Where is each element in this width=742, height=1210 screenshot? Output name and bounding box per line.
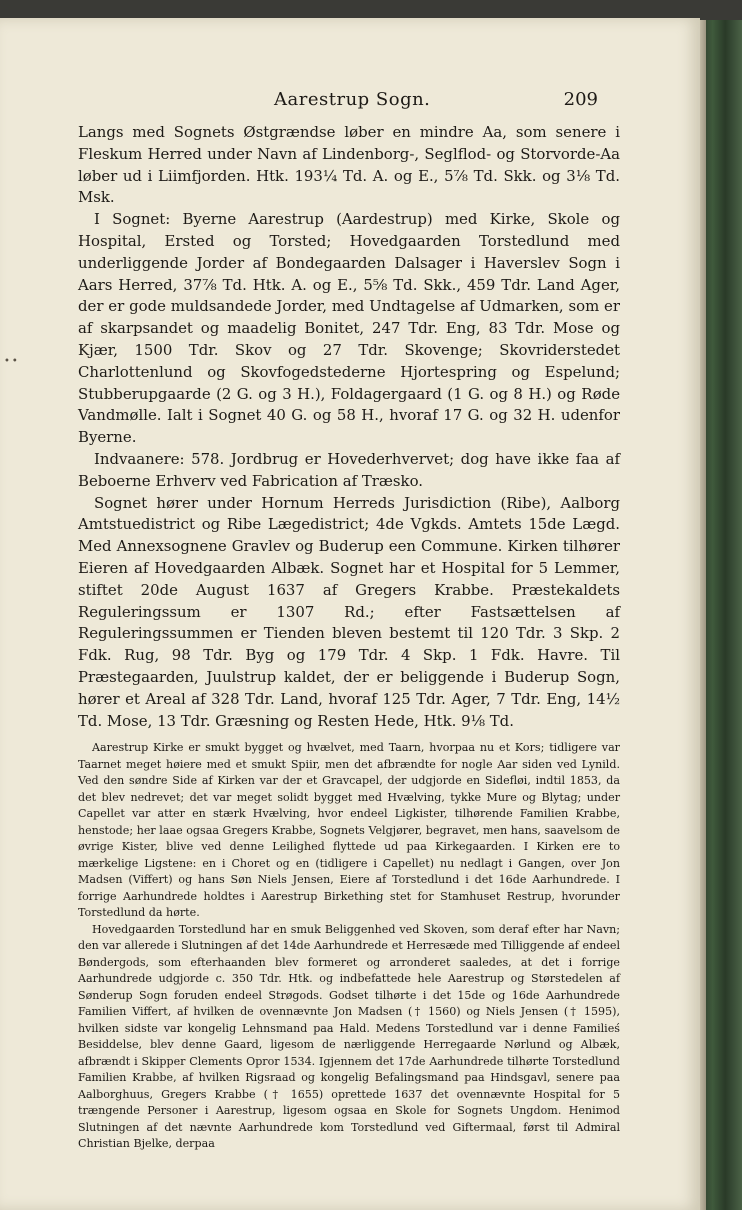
- paragraph-parish-places: I Sognet: Byerne Aarestrup (Aardestrup) med Kirke, Skole og Hospital, Ersted og Torsted; Hovedgaarden Torstedlund med underliggende Jorder af Bondegaarden Dalsager i Haverslev Sogn i Aars Herred, 37⅞ Td. Htk. A. og E., 5⅝ Td. Skk., 459 Tdr. Land Ager, der er gode muldsandede Jorder, med Undtagelse af Udmarken, som er af skarpsandet og maadelig Bonitet, 247 Tdr. Eng, 83 Tdr. Mose og Kjær, 1500 Tdr. Skov og 27 Tdr. Skovenge; Skovriderstedet Charlottenlund og Skovfogedstederne Hjortespring og Espelund; Stubberupgaarde (2 G. og 3 H.), Foldagergaard (1 G. og 8 H.) og Røde Vandmølle. Ialt i Sognet 40 G. og 58 H., hvoraf 17 G. og 32 H. udenfor Byerne.: [78, 210, 620, 447]
- notes-text: [78, 740, 620, 1153]
- note-church: Aarestrup Kirke er smukt bygget og hvælvet, med Taarn, hvorpaa nu et Kors; tidligere var Taarnet meget høiere med et smukt Spiir, men det afbrændte for nogle Aar siden ved Lynild. Ved den søndre Side af Kirken var der et Gravcapel, der udgjorde en Sidefløi, indtil 1853, da det blev nedrevet; det var meget solidt bygget med Hvælving, tykke Mure og Blytag; under Capellet var atter en stærk Hvælving, hvor endeel Ligkister, tilhørende Familien Krabbe, henstode; her laae ogsaa Gregers Krabbe, Sognets Velgjører, begravet, men hans, saavelsom de øvrige Kister, blive ved denne Leilighed flyttede ud paa Kirkegaarden. I Kirken ere to mærkelige Ligstene: en i Choret og en (tidligere i Capellet) nu nedlagt i Gangen, over Jon Madsen (Viffert) og hans Søn Niels Jensen, Eiere af Torstedlund i det 16de Aarhundrede. I forrige Aarhundrede holdtes i Aarestrup Birkething stet for Stamhuset Restrup, hvorunder Torstedlund da hørte.: [78, 741, 620, 920]
- paragraph-jurisdiction: Sognet hører under Hornum Herreds Jurisdiction (Ribe), Aalborg Amtstuedistrict og Ribe Lægedistrict; 4de Vgkds. Amtets 15de Lægd. Med Annexsognene Gravlev og Buderup een Commune. Kirken tilhører Eieren af Hovedgaarden Albæk. Sognet har et Hospital for 5 Lemmer, stiftet 20de August 1637 af Gregers Krabbe. Præstekaldets Reguleringssum er 1307 Rd.; efter Fastsættelsen af Reguleringssummen er Tienden bleven bestemt til 120 Tdr. 3 Skp. 2 Fdk. Rug, 98 Tdr. Byg og 179 Tdr. 4 Skp. 1 Fdk. Havre. Til Præstegaarden, Juulstrup kaldet, der er beliggende i Buderup Sogn, hører et Areal af 328 Tdr. Land, hvoraf 125 Tdr. Ager, 7 Tdr. Eng, 14½ Td. Mose, 13 Tdr. Græsning og Resten Hede, Htk. 9⅛ Td.: [78, 493, 620, 730]
- running-header: [78, 89, 598, 113]
- page-text: [78, 122, 620, 1153]
- book-page: [0, 18, 700, 1210]
- paragraph-inhabitants: Indvaanere: 578. Jordbrug er Hovederhvervet; dog have ikke faa af Beboerne Erhverv ved Fabrication af Træsko.: [78, 449, 620, 490]
- paragraph-course: Langs med Sognets Østgrændse løber en mindre Aa, som senere i Fleskum Herred under Navn af Lindenborg-, Seglflod- og Storvorde-Aa løber ud i Liimfjorden. Htk. 193¼ Td. A. og E., 5⅞ Td. Skk. og 3⅛ Td. Msk.: [78, 123, 620, 207]
- running-title: Aarestrup Sogn.: [274, 89, 431, 110]
- book-spine: [700, 20, 742, 1210]
- main-text: [78, 122, 620, 732]
- note-manor: Hovedgaarden Torstedlund har en smuk Beliggenhed ved Skoven, som deraf efter har Navn; den var allerede i Slutningen af det 14de Aarhundrede et Herresæde med Tilliggende af endeel Bøndergods, som efterhaanden blev formeret og arronderet saaledes, at det i forrige Aarhundrede udgjorde c. 350 Tdr. Htk. og indbefattede hele Aarestrup og Størstedelen af Sønderup Sogn foruden endeel Strøgods. Godset tilhørte i det 15de og 16de Aarhundrede Familien Viffert, af hvilken de ovennævnte Jon Madsen († 1560) og Niels Jensen († 1595), hvilken sidste var kongelig Lehnsmand paa Hald. Medens Torstedlund var i denne Familieś Besiddelse, blev denne Gaard, ligesom de nærliggende Herregaarde Nørlund og Albæk, afbrændt i Skipper Clements Opror 1534. Igjennem det 17de Aarhundrede tilhørte Torstedlund Familien Krabbe, af hvilken Rigsraad og kongelig Befalingsmand paa Hindsgavl, senere paa Aalborghuus, Gregers Krabbe († 1655) oprettede 1637 det ovennævnte Hospital for 5 trængende Personer i Aarestrup, ligesom ogsaa en Skole for Sognets Ungdom. Henimod Slutningen af det nævnte Aarhundrede kom Torstedlund ved Giftermaal, først til Admiral Christian Bjelke, derpaa: [78, 922, 620, 1151]
- margin-mark: ••: [4, 356, 20, 367]
- page-number: 209: [563, 89, 598, 110]
